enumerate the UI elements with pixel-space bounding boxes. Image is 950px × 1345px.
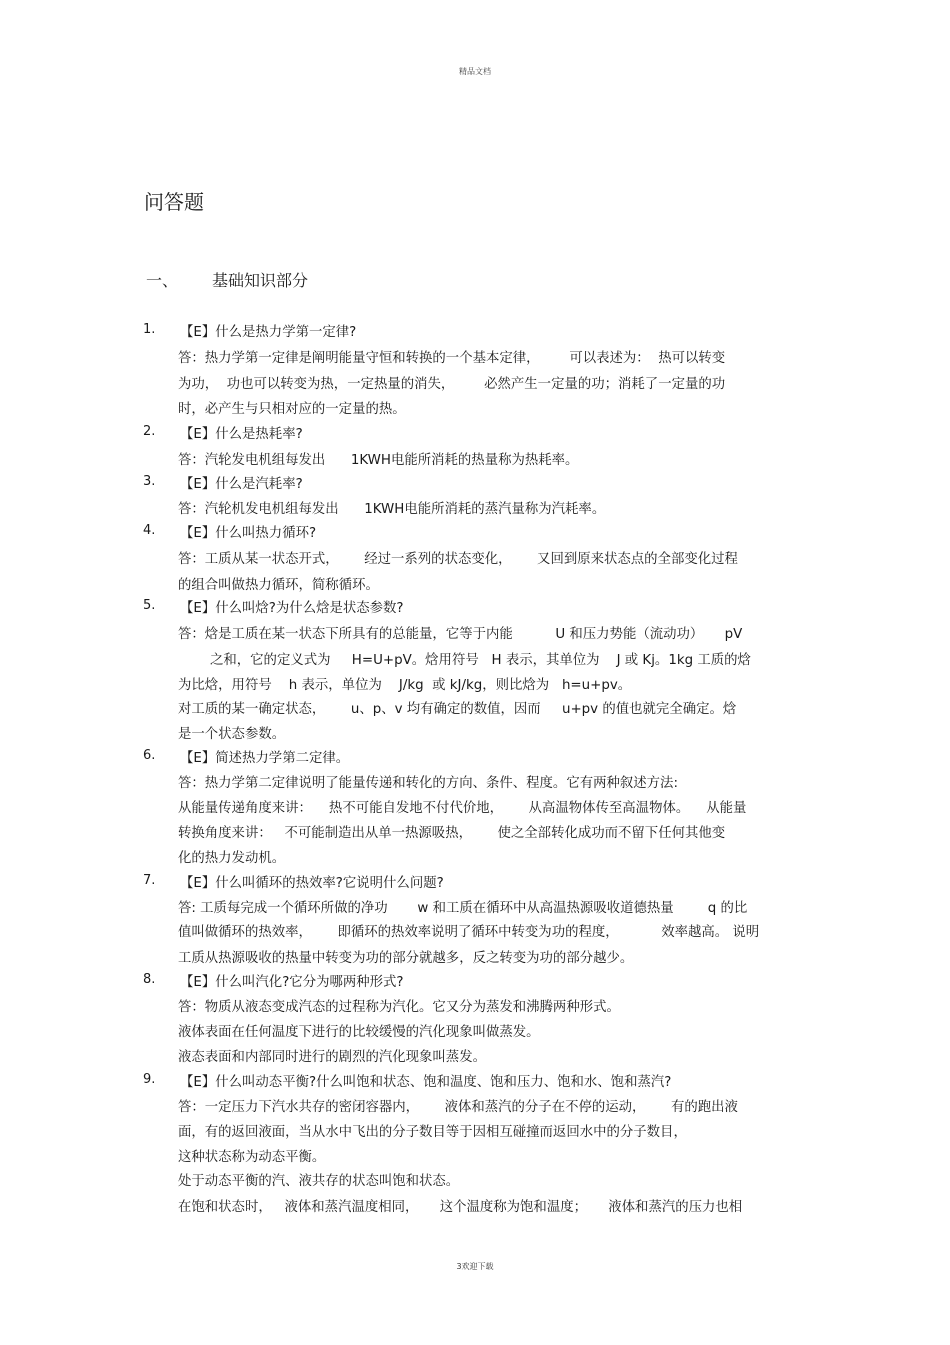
question-number: 4. xyxy=(143,523,156,538)
answer-line: 从能量传递角度来讲： 热不可能自发地不付代价地， 从高温物体传至高温物体。 从能量 xyxy=(178,801,747,816)
answer-line: 答：一定压力下汽水共存的密闭容器内， 液体和蒸汽的分子在不停的运动， 有的跑出液 xyxy=(178,1100,738,1115)
answer-line: 为比焓，用符号 h 表示，单位为 J/kg 或 kJ/kg，则比焓为 h=u+pv。 xyxy=(178,678,632,693)
answer-line: 液体表面在任何温度下进行的比较缓慢的汽化现象叫做蒸发。 xyxy=(178,1025,540,1040)
answer-line: 这种状态称为动态平衡。 xyxy=(178,1150,326,1165)
question-number: 2. xyxy=(143,424,156,439)
answer-line: 答：焓是工质在某一状态下所具有的总能量，它等于内能 U 和压力势能（流动功） pV xyxy=(178,627,743,642)
question-number: 6. xyxy=(143,748,156,763)
question-text: 【E】什么叫焓?为什么焓是状态参数? xyxy=(180,601,404,616)
answer-line: 工质从热源吸收的热量中转变为功的部分就越多，反之转变为功的部分越少。 xyxy=(178,951,634,966)
answer-line: 的组合叫做热力循环，简称循环。 xyxy=(178,578,379,593)
answer-line: 为功， 功也可以转变为热，一定热量的消失， 必然产生一定量的功；消耗了一定量的功 xyxy=(178,377,726,392)
question-number: 1. xyxy=(143,322,156,337)
question-number: 3. xyxy=(143,474,156,489)
question-text: 【E】简述热力学第二定律。 xyxy=(180,751,350,766)
page-header: 精品文档 xyxy=(459,67,491,76)
answer-line: 面，有的返回液面，当从水中飞出的分子数目等于因相互碰撞而返回水中的分子数目， xyxy=(178,1125,687,1140)
answer-line: 答：热力学第二定律说明了能量传递和转化的方向、条件、程度。它有两种叙述方法: xyxy=(178,776,678,791)
question-text: 【E】什么是热力学第一定律? xyxy=(180,325,357,340)
question-text: 【E】什么叫热力循环? xyxy=(180,526,317,541)
answer-line: 之和，它的定义式为 H=U+pV。焓用符号 H 表示，其单位为 J 或 Kj。1kg 工质的焓 xyxy=(210,653,751,668)
answer-line: 液态表面和内部同时进行的剧烈的汽化现象叫蒸发。 xyxy=(178,1050,486,1065)
answer-line: 对工质的某一确定状态， u、p、v 均有确定的数值，因而 u+pv 的值也就完全确定。焓 xyxy=(178,702,737,717)
answer-line: 答：物质从液态变成汽态的过程称为汽化。它又分为蒸发和沸腾两种形式。 xyxy=(178,1000,620,1015)
answer-line: 答：热力学第一定律是阐明能量守恒和转换的一个基本定律， 可以表述为： 热可以转变 xyxy=(178,351,726,366)
question-text: 【E】什么是热耗率? xyxy=(180,427,303,442)
page-title: 问答题 xyxy=(144,190,204,214)
question-number: 5. xyxy=(143,598,156,613)
answer-line: 值叫做循环的热效率， 即循环的热效率说明了循环中转变为功的程度， 效率越高。 说明 xyxy=(178,925,760,940)
answer-line: 时，必产生与只相对应的一定量的热。 xyxy=(178,402,406,417)
question-number: 7. xyxy=(143,873,156,888)
question-text: 【E】什么是汽耗率? xyxy=(180,477,303,492)
answer-line: 是一个状态参数。 xyxy=(178,727,286,742)
answer-line: 化的热力发动机。 xyxy=(178,851,286,866)
answer-line: 处于动态平衡的汽、液共存的状态叫饱和状态。 xyxy=(178,1174,460,1189)
answer-line: 转换角度来讲： 不可能制造出从单一热源吸热， 使之全部转化成功而不留下任何其他变 xyxy=(178,826,726,841)
section-number: 一、 xyxy=(146,271,179,290)
question-text: 【E】什么叫汽化?它分为哪两种形式? xyxy=(180,975,404,990)
page-footer: 3欢迎下载 xyxy=(456,1262,494,1271)
section-heading: 基础知识部分 xyxy=(212,271,309,290)
answer-line: 答：汽轮发电机组每发出 1KWH电能所消耗的热量称为热耗率。 xyxy=(178,453,579,468)
question-text: 【E】什么叫动态平衡?什么叫饱和状态、饱和温度、饱和压力、饱和水、饱和蒸汽? xyxy=(180,1075,672,1090)
answer-line: 答：汽轮机发电机组每发出 1KWH电能所消耗的蒸汽量称为汽耗率。 xyxy=(178,502,606,517)
answer-line: 答：工质从某一状态开式， 经过一系列的状态变化， 又回到原来状态点的全部变化过程 xyxy=(178,552,738,567)
answer-line: 在饱和状态时， 液体和蒸汽温度相同， 这个温度称为饱和温度； 液体和蒸汽的压力也相 xyxy=(178,1200,743,1215)
question-number: 8. xyxy=(143,972,156,987)
question-number: 9. xyxy=(143,1072,156,1087)
question-text: 【E】什么叫循环的热效率?它说明什么问题? xyxy=(180,876,444,891)
answer-line: 答: 工质每完成一个循环所做的净功 w 和工质在循环中从高温热源吸收道德热量 q 的比 xyxy=(178,901,748,916)
